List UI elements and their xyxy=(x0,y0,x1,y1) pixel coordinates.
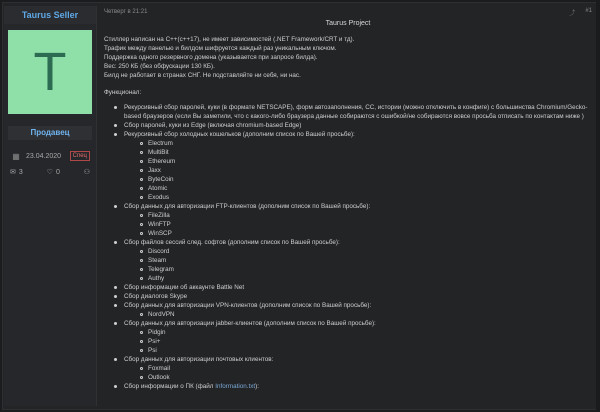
sub-item: Pidgin xyxy=(144,328,594,337)
feature-text: Сбор информации о ПК (файл xyxy=(124,383,216,390)
list-item xyxy=(118,130,594,202)
sub-item: WinFTP xyxy=(144,220,594,229)
feature-text: Сбор данных для авторизации VPN-клиентов (дополним список по Вашей просьбе): xyxy=(124,302,372,309)
intro-line: Вес: 250 КБ (без обфускации 130 КБ). xyxy=(104,63,215,70)
intro-line: Поддержка одного резервного домена (указывается при запросе билда). xyxy=(104,54,318,61)
messages-count: 3 xyxy=(18,168,23,176)
sub-item: MultiBit xyxy=(144,148,594,157)
feature-text: Рекурсивный сбор паролей, куки (в формате NETSCAPE), форм автозаполнения, CC, истории (можно отключить в конфиге) с большинства Chromium/Gecko-based браузеров (если Вы заметили, что с какого-либо браузера данные собираются с ошибкой/не собираются вовсе просьба отписать по контактам ниже ) xyxy=(124,104,588,120)
intro-line: Трафик между панелью и билдом шифруется каждый раз уникальным ключом. xyxy=(104,45,337,52)
post-timestamp[interactable]: Четверг в 21:21 xyxy=(104,9,148,15)
information-file-link[interactable]: Information.txt xyxy=(215,383,256,390)
username-link[interactable]: Taurus Seller xyxy=(4,6,96,24)
likes-count: 0 xyxy=(55,168,60,176)
post-title: Taurus Project xyxy=(325,20,371,27)
message-icon: ✉ xyxy=(10,169,16,176)
scroll-strip xyxy=(596,0,600,412)
intro-line: Стиллер написан на C++(c++17), не имеет зависимостей (.NET Framework/CRT и тд). xyxy=(104,36,355,43)
sub-item: Steam xyxy=(144,256,594,265)
features-heading: Функционал: xyxy=(104,89,142,96)
sub-item: NordVPN xyxy=(144,310,594,319)
feature-text: Сбор диалогов Skype xyxy=(124,293,188,300)
post-intro xyxy=(104,35,594,80)
sub-item: ByteCoin xyxy=(144,175,594,184)
list-item xyxy=(118,202,594,238)
feature-text: Сбор данных для авторизации почтовых клиентов: xyxy=(124,356,274,363)
list-item xyxy=(118,103,594,121)
share-icon[interactable]: ⤴ xyxy=(569,10,576,17)
sub-item: FileZilla xyxy=(144,211,594,220)
status-badge: Спец xyxy=(70,151,90,161)
features-list xyxy=(104,103,594,391)
sub-item: Authy xyxy=(144,274,594,283)
user-stats xyxy=(10,150,90,178)
post-number[interactable]: #1 xyxy=(585,7,592,14)
sub-item: Telegram xyxy=(144,265,594,274)
avatar-letter: T xyxy=(33,42,67,102)
feature-text: Сбор данных для авторизации jabber-клиентов (дополним список по Вашей просьбе): xyxy=(124,320,376,327)
list-item xyxy=(118,283,594,292)
avatar[interactable] xyxy=(8,30,92,114)
joined-row xyxy=(10,150,90,162)
list-item xyxy=(118,355,594,382)
sub-list xyxy=(124,211,594,238)
user-icon: ⚇ xyxy=(83,169,90,176)
sub-item: Outlook xyxy=(144,373,594,382)
sub-list xyxy=(124,139,594,202)
sub-item: WinSCP xyxy=(144,229,594,238)
message-header xyxy=(100,6,596,18)
sub-item: Electrum xyxy=(144,139,594,148)
counts-row xyxy=(10,166,90,178)
list-item xyxy=(118,301,594,319)
list-item xyxy=(118,238,594,283)
list-item xyxy=(118,319,594,355)
calendar-icon: ▦ xyxy=(12,151,20,161)
feature-text: Сбор данных для авторизации FTP-клиентов (дополним список по Вашей просьбе): xyxy=(124,203,371,210)
message-content xyxy=(100,6,596,410)
feature-text: Сбор информации об аккаунте Battle Net xyxy=(124,284,245,291)
sub-list xyxy=(124,247,594,283)
user-role-badge: Продавец xyxy=(8,126,92,140)
sub-item: Atomic xyxy=(144,184,594,193)
feature-text-after: ): xyxy=(255,383,259,390)
sub-item: Exodus xyxy=(144,193,594,202)
sub-item: Jaxx xyxy=(144,166,594,175)
heart-icon: ♡ xyxy=(46,169,53,176)
sub-list xyxy=(124,328,594,355)
post-body xyxy=(100,35,596,391)
feature-text: Сбор паролей, куки из Edge (включая chromium-based Edge) xyxy=(124,122,302,129)
sub-list xyxy=(124,364,594,382)
likes-stat[interactable] xyxy=(47,168,60,176)
user-panel xyxy=(4,6,97,406)
list-item xyxy=(118,121,594,130)
list-item xyxy=(118,382,594,391)
list-item xyxy=(118,292,594,301)
sub-list xyxy=(124,310,594,319)
sub-item: Discord xyxy=(144,247,594,256)
sub-item: Psi xyxy=(144,346,594,355)
messages-stat[interactable] xyxy=(10,168,23,176)
feature-text: Рекурсивный сбор холодных кошельков (дополним список по Вашей просьбе): xyxy=(124,131,355,138)
user-icon-cell[interactable] xyxy=(84,168,90,176)
sub-item: Psi+ xyxy=(144,337,594,346)
intro-line: Билд не работает в странах СНГ. Не подставляйте ни себя, ни нас. xyxy=(104,72,301,79)
feature-text: Сбор файлов сессий след. софтов (дополним список по Вашей просьбе): xyxy=(124,239,340,246)
sub-item: Foxmail xyxy=(144,364,594,373)
joined-date: 23.04.2020 xyxy=(26,152,62,160)
sub-item: Ethereum xyxy=(144,157,594,166)
